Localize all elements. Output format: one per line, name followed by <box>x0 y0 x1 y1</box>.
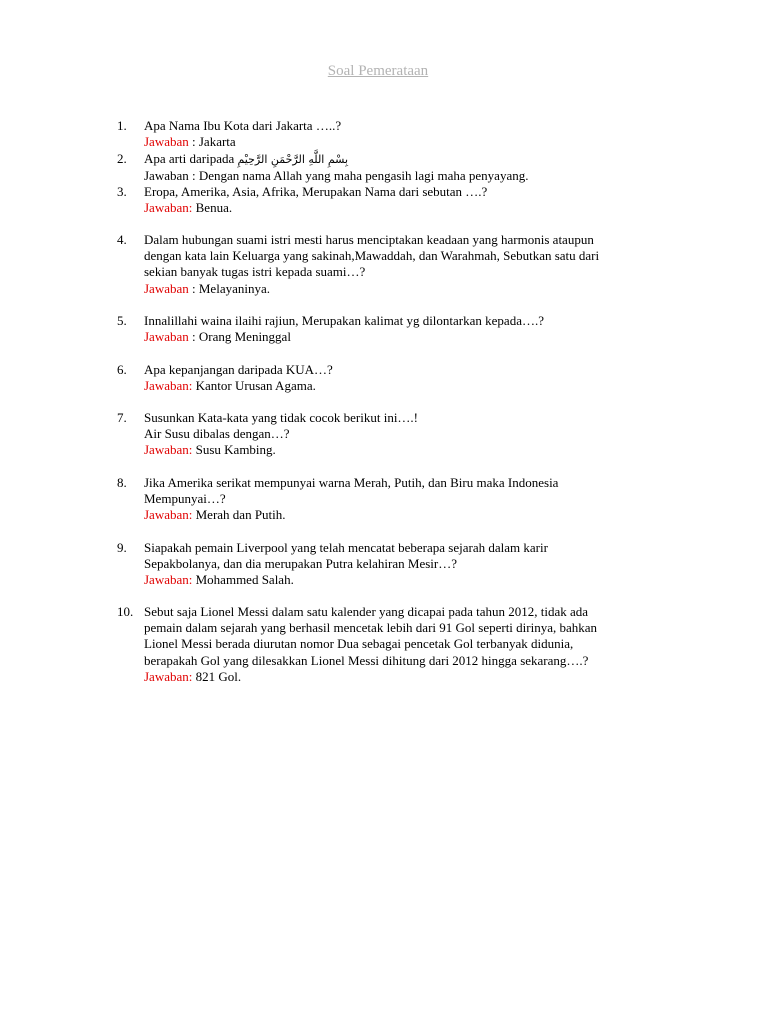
answer-label: Jawaban <box>144 168 189 184</box>
page-title: Soal Pemerataan <box>327 63 429 79</box>
answer-line <box>144 168 664 184</box>
question-text: Jika Amerika serikat mempunyai warna Merah, Putih, dan Biru maka Indonesia <box>144 475 559 490</box>
question-text: Air Susu dibalas dengan…? <box>144 426 290 442</box>
answer-text: 821 Gol. <box>192 668 242 684</box>
answer-line <box>144 329 664 345</box>
answer-text: Mohammed Salah. <box>192 572 294 588</box>
answer-line <box>144 442 664 458</box>
question-body <box>144 184 664 216</box>
question-number: 8. <box>117 475 127 490</box>
question-body <box>144 410 664 459</box>
question-number: 7. <box>117 410 127 425</box>
question-text: Apa Nama Ibu Kota dari Jakarta …..? <box>144 118 342 133</box>
question-prefix: Apa arti daripada <box>144 151 238 166</box>
question-number: 6. <box>117 362 127 377</box>
question-text: berapakah Gol yang dilesakkan Lionel Messi dihitung dari 2012 hingga sekarang….? <box>144 652 589 668</box>
question-text: Lionel Messi berada diurutan nomor Dua sebagai pencetak Gol terbanyak didunia, <box>144 636 574 652</box>
question-text <box>144 151 664 168</box>
answer-text: Benua. <box>192 200 233 216</box>
question-number: 2. <box>117 151 127 166</box>
answer-line <box>144 281 664 297</box>
question-text: Apa kepanjangan daripada KUA…? <box>144 362 333 377</box>
arabic-basmala: بِسْمِ اللَّهِ الرَّحْمَنِ الرَّحِيْمِ <box>237 153 349 166</box>
question-text: Sebut saja Lionel Messi dalam satu kalender yang dicapai pada tahun 2012, tidak ada <box>144 604 589 619</box>
answer-line <box>144 134 664 150</box>
question-text: dengan kata lain Keluarga yang sakinah,Mawaddah, dan Warahmah, Sebutkan satu dari <box>144 248 600 264</box>
answer-label: Jawaban: <box>144 442 193 458</box>
question-number: 1. <box>117 118 127 133</box>
question-body <box>144 232 664 297</box>
answer-line <box>144 669 664 685</box>
answer-label: Jawaban: <box>144 507 193 523</box>
question-body <box>144 604 664 685</box>
answer-text: : Melayaninya. <box>188 280 270 296</box>
question-text: Innalillahi waina ilaihi rajiun, Merupakan kalimat yg dilontarkan kepada….? <box>144 313 544 328</box>
question-body <box>144 540 664 589</box>
question-text: Susunkan Kata-kata yang tidak cocok berikut ini….! <box>144 410 419 425</box>
question-number: 4. <box>117 232 127 247</box>
answer-label: Jawaban <box>144 134 189 150</box>
answer-line <box>144 507 664 523</box>
question-text: Mempunyai…? <box>144 491 226 507</box>
question-text: Eropa, Amerika, Asia, Afrika, Merupakan Nama dari sebutan ….? <box>144 184 488 199</box>
question-number: 9. <box>117 540 127 555</box>
answer-text: Kantor Urusan Agama. <box>192 378 316 394</box>
answer-text: : Dengan nama Allah yang maha pengasih lagi maha penyayang. <box>188 168 529 184</box>
question-body <box>144 362 664 394</box>
question-text: pemain dalam sejarah yang berhasil mencetak lebih dari 91 Gol seperti dirinya, bahkan <box>144 620 598 636</box>
question-body <box>144 118 664 150</box>
answer-line <box>144 572 664 588</box>
question-number: 10. <box>117 604 134 619</box>
question-body <box>144 475 664 524</box>
answer-text: Merah dan Putih. <box>192 507 286 523</box>
question-body <box>144 313 664 345</box>
answer-label: Jawaban: <box>144 572 193 588</box>
answer-text: : Jakarta <box>188 134 236 150</box>
answer-line <box>144 378 664 394</box>
question-text: Siapakah pemain Liverpool yang telah mencatat beberapa sejarah dalam karir <box>144 540 548 555</box>
answer-label: Jawaban <box>144 329 189 345</box>
answer-label: Jawaban: <box>144 378 193 394</box>
answer-label: Jawaban <box>144 280 189 296</box>
question-number: 3. <box>117 184 127 199</box>
answer-text: : Orang Meninggal <box>188 329 291 345</box>
question-text: sekian banyak tugas istri kepada suami…? <box>144 264 366 280</box>
question-text: Dalam hubungan suami istri mesti harus menciptakan keadaan yang harmonis ataupun <box>144 232 594 247</box>
answer-line <box>144 200 664 216</box>
answer-text: Susu Kambing. <box>192 442 276 458</box>
question-text: Sepakbolanya, dan dia merupakan Putra kelahiran Mesir…? <box>144 556 457 572</box>
question-body <box>144 151 664 184</box>
answer-label: Jawaban: <box>144 668 193 684</box>
answer-label: Jawaban: <box>144 200 193 216</box>
question-number: 5. <box>117 313 127 328</box>
